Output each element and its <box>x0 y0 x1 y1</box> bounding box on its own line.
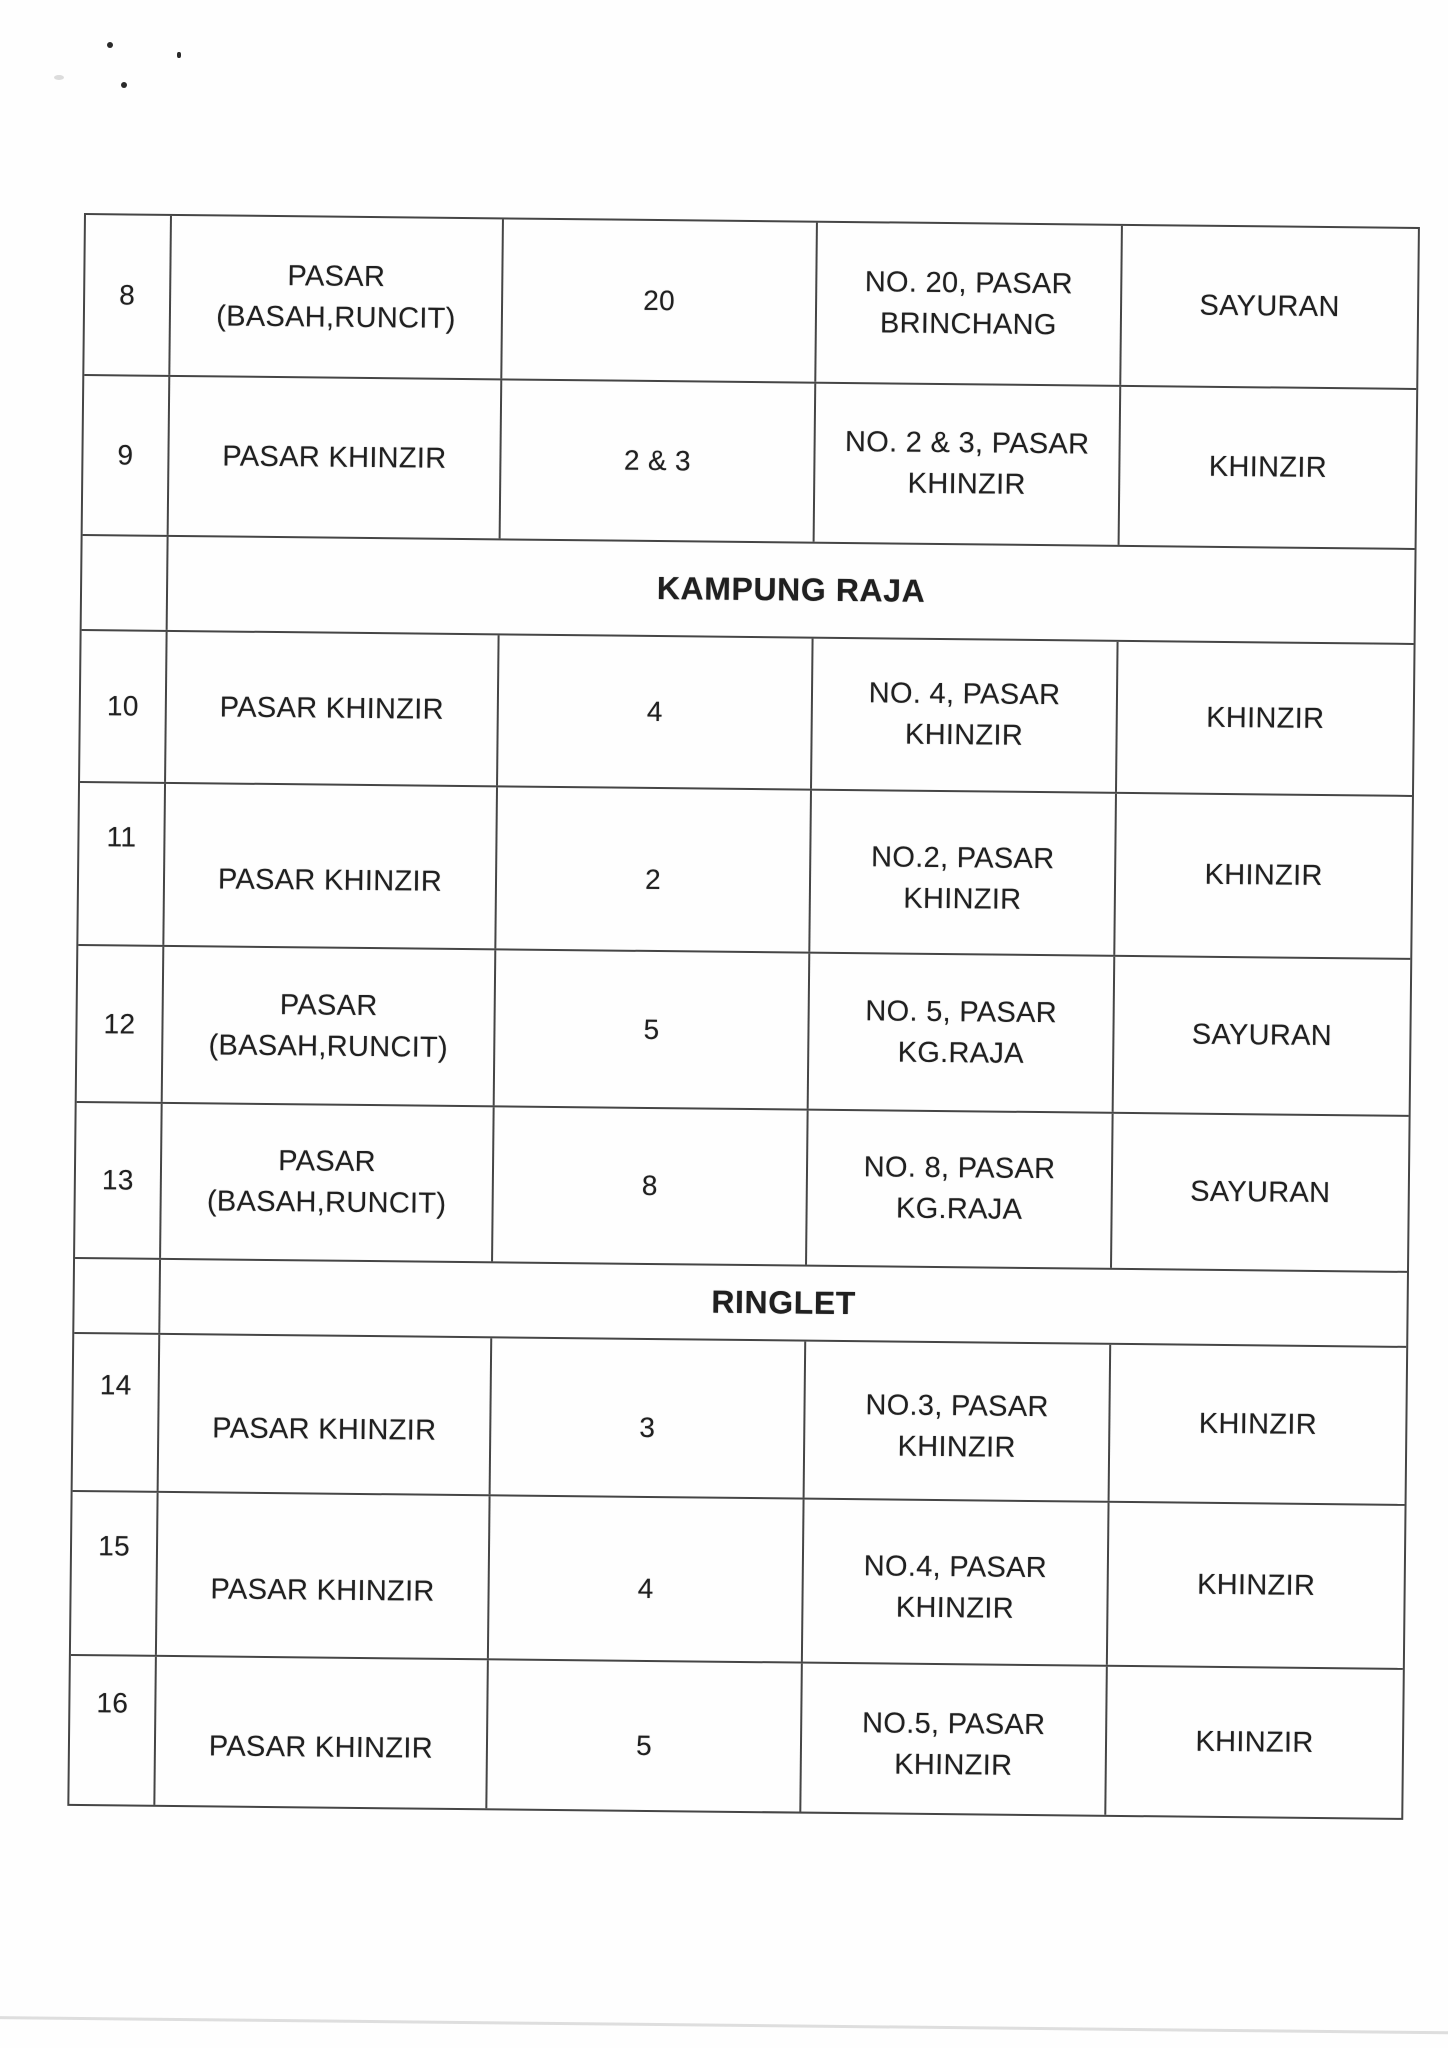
category-cell-text: KHINZIR <box>1195 1725 1314 1759</box>
market-type-cell-text: PASAR KHINZIR <box>210 1573 435 1608</box>
section-title-text: RINGLET <box>711 1283 857 1322</box>
scan-artifact-line <box>0 2016 1448 2035</box>
address-cell <box>805 1111 1112 1268</box>
address-cell-text: NO. 4, PASAR KHINZIR <box>868 677 1061 752</box>
market-type-cell-text: PASAR (BASAH,RUNCIT) <box>216 260 456 335</box>
table-row <box>77 944 1411 1115</box>
section-title <box>166 537 1415 643</box>
category-cell-text: SAYURAN <box>1199 289 1340 324</box>
table-row <box>80 629 1414 795</box>
row-number-cell-text: 10 <box>106 690 139 723</box>
lot-number-cell-text: 8 <box>641 1170 658 1202</box>
row-number-cell <box>82 536 167 630</box>
category-cell <box>1108 1345 1407 1504</box>
table-row <box>71 1490 1405 1668</box>
category-cell <box>1118 387 1417 548</box>
table-row <box>75 1101 1409 1271</box>
lot-number-cell <box>500 219 816 381</box>
section-header-row <box>82 534 1415 643</box>
table-row <box>84 215 1418 388</box>
table-row <box>78 781 1412 958</box>
row-number-cell <box>83 376 169 535</box>
category-cell <box>1113 794 1412 958</box>
market-type-cell <box>155 1493 489 1658</box>
address-cell-text: NO.3, PASAR KHINZIR <box>865 1389 1049 1464</box>
lot-number-cell <box>496 635 812 788</box>
category-cell-text: SAYURAN <box>1191 1018 1333 1053</box>
market-type-cell <box>161 947 495 1105</box>
category-cell-text: KHINZIR <box>1198 1407 1318 1441</box>
row-number-cell <box>74 1259 159 1333</box>
address-cell <box>799 1664 1106 1815</box>
row-number-cell-text: 14 <box>99 1369 132 1401</box>
category-cell-text: KHINZIR <box>1204 858 1323 893</box>
lot-number-cell <box>491 1107 807 1264</box>
row-number-cell-text: 11 <box>106 821 137 853</box>
lot-number-cell-text: 4 <box>646 696 663 728</box>
category-cell <box>1106 1503 1405 1668</box>
row-number-cell <box>80 631 166 782</box>
row-number-cell-text: 8 <box>119 279 136 311</box>
address-cell <box>801 1500 1108 1665</box>
category-cell <box>1104 1667 1403 1818</box>
address-cell-text: NO. 2 & 3, PASAR KHINZIR <box>844 426 1090 501</box>
market-type-cell <box>157 1335 491 1494</box>
row-number-cell <box>77 946 163 1102</box>
lot-number-cell <box>489 1338 805 1497</box>
address-cell-text: NO.5, PASAR KHINZIR <box>861 1707 1046 1782</box>
lot-number-cell-text: 20 <box>643 284 676 317</box>
category-cell <box>1112 957 1411 1115</box>
address-cell <box>803 1342 1110 1501</box>
address-cell-text: NO.4, PASAR KHINZIR <box>863 1550 1048 1625</box>
lot-number-cell <box>487 1496 803 1661</box>
lot-number-cell-text: 5 <box>643 1013 660 1045</box>
market-type-cell-text: PASAR (BASAH,RUNCIT) <box>208 989 449 1064</box>
address-cell <box>807 954 1114 1112</box>
market-type-cell <box>164 632 498 785</box>
row-number-cell <box>78 783 164 945</box>
category-cell-text: KHINZIR <box>1208 450 1328 484</box>
lot-number-cell <box>485 1660 801 1811</box>
lot-number-cell-text: 5 <box>635 1730 653 1762</box>
scan-speck <box>121 82 127 88</box>
scan-speck <box>54 75 64 80</box>
table-row <box>69 1654 1402 1818</box>
lot-number-cell <box>499 380 815 541</box>
address-cell <box>810 639 1117 792</box>
row-number-cell-text: 13 <box>101 1164 134 1196</box>
market-type-cell <box>162 784 496 948</box>
address-cell-text: NO. 5, PASAR KG.RAJA <box>865 995 1058 1070</box>
row-number-cell <box>75 1103 161 1258</box>
category-cell-text: SAYURAN <box>1190 1175 1331 1209</box>
row-number-cell-text: 16 <box>96 1687 129 1719</box>
category-cell <box>1115 642 1414 795</box>
lot-number-cell-text: 3 <box>639 1412 656 1444</box>
market-type-cell <box>153 1657 487 1808</box>
scan-speck <box>107 42 113 48</box>
section-title-text: KAMPUNG RAJA <box>656 570 926 609</box>
market-type-cell-text: PASAR KHINZIR <box>222 440 447 475</box>
lot-number-cell-text: 2 & 3 <box>623 445 692 477</box>
row-number-cell <box>73 1334 159 1491</box>
table-row <box>73 1332 1407 1504</box>
lot-number-cell <box>494 787 810 951</box>
market-table <box>67 213 1420 1820</box>
market-type-cell-text: PASAR KHINZIR <box>219 691 445 726</box>
lot-number-cell <box>493 950 809 1108</box>
address-cell-text: NO. 8, PASAR KG.RAJA <box>863 1151 1056 1226</box>
market-type-cell <box>168 216 502 378</box>
address-cell <box>813 384 1120 545</box>
lot-number-cell-text: 4 <box>637 1573 654 1605</box>
row-number-cell <box>69 1656 155 1805</box>
section-title <box>158 1260 1407 1346</box>
scan-speck <box>177 52 181 58</box>
category-cell-text: KHINZIR <box>1196 1568 1316 1602</box>
market-type-cell-text: PASAR (BASAH,RUNCIT) <box>206 1145 447 1220</box>
row-number-cell-text: 9 <box>117 439 134 471</box>
address-cell-text: NO.2, PASAR KHINZIR <box>870 841 1055 916</box>
row-number-cell <box>71 1492 157 1655</box>
market-type-cell-text: PASAR KHINZIR <box>217 863 443 898</box>
category-cell <box>1119 226 1418 388</box>
section-header-row <box>74 1257 1407 1346</box>
category-cell <box>1110 1114 1409 1271</box>
lot-number-cell-text: 2 <box>644 863 662 895</box>
address-cell <box>814 223 1121 385</box>
row-number-cell-text: 15 <box>98 1530 131 1562</box>
table-row <box>83 374 1417 548</box>
market-type-cell <box>167 377 501 538</box>
market-type-cell-text: PASAR KHINZIR <box>212 1412 437 1447</box>
row-number-cell-text: 12 <box>103 1008 136 1040</box>
row-number-cell <box>84 215 170 375</box>
market-type-cell-text: PASAR KHINZIR <box>208 1730 434 1765</box>
category-cell-text: KHINZIR <box>1206 701 1325 735</box>
market-type-cell <box>159 1104 493 1261</box>
address-cell <box>808 791 1115 955</box>
address-cell-text: NO. 20, PASAR BRINCHANG <box>864 266 1073 341</box>
